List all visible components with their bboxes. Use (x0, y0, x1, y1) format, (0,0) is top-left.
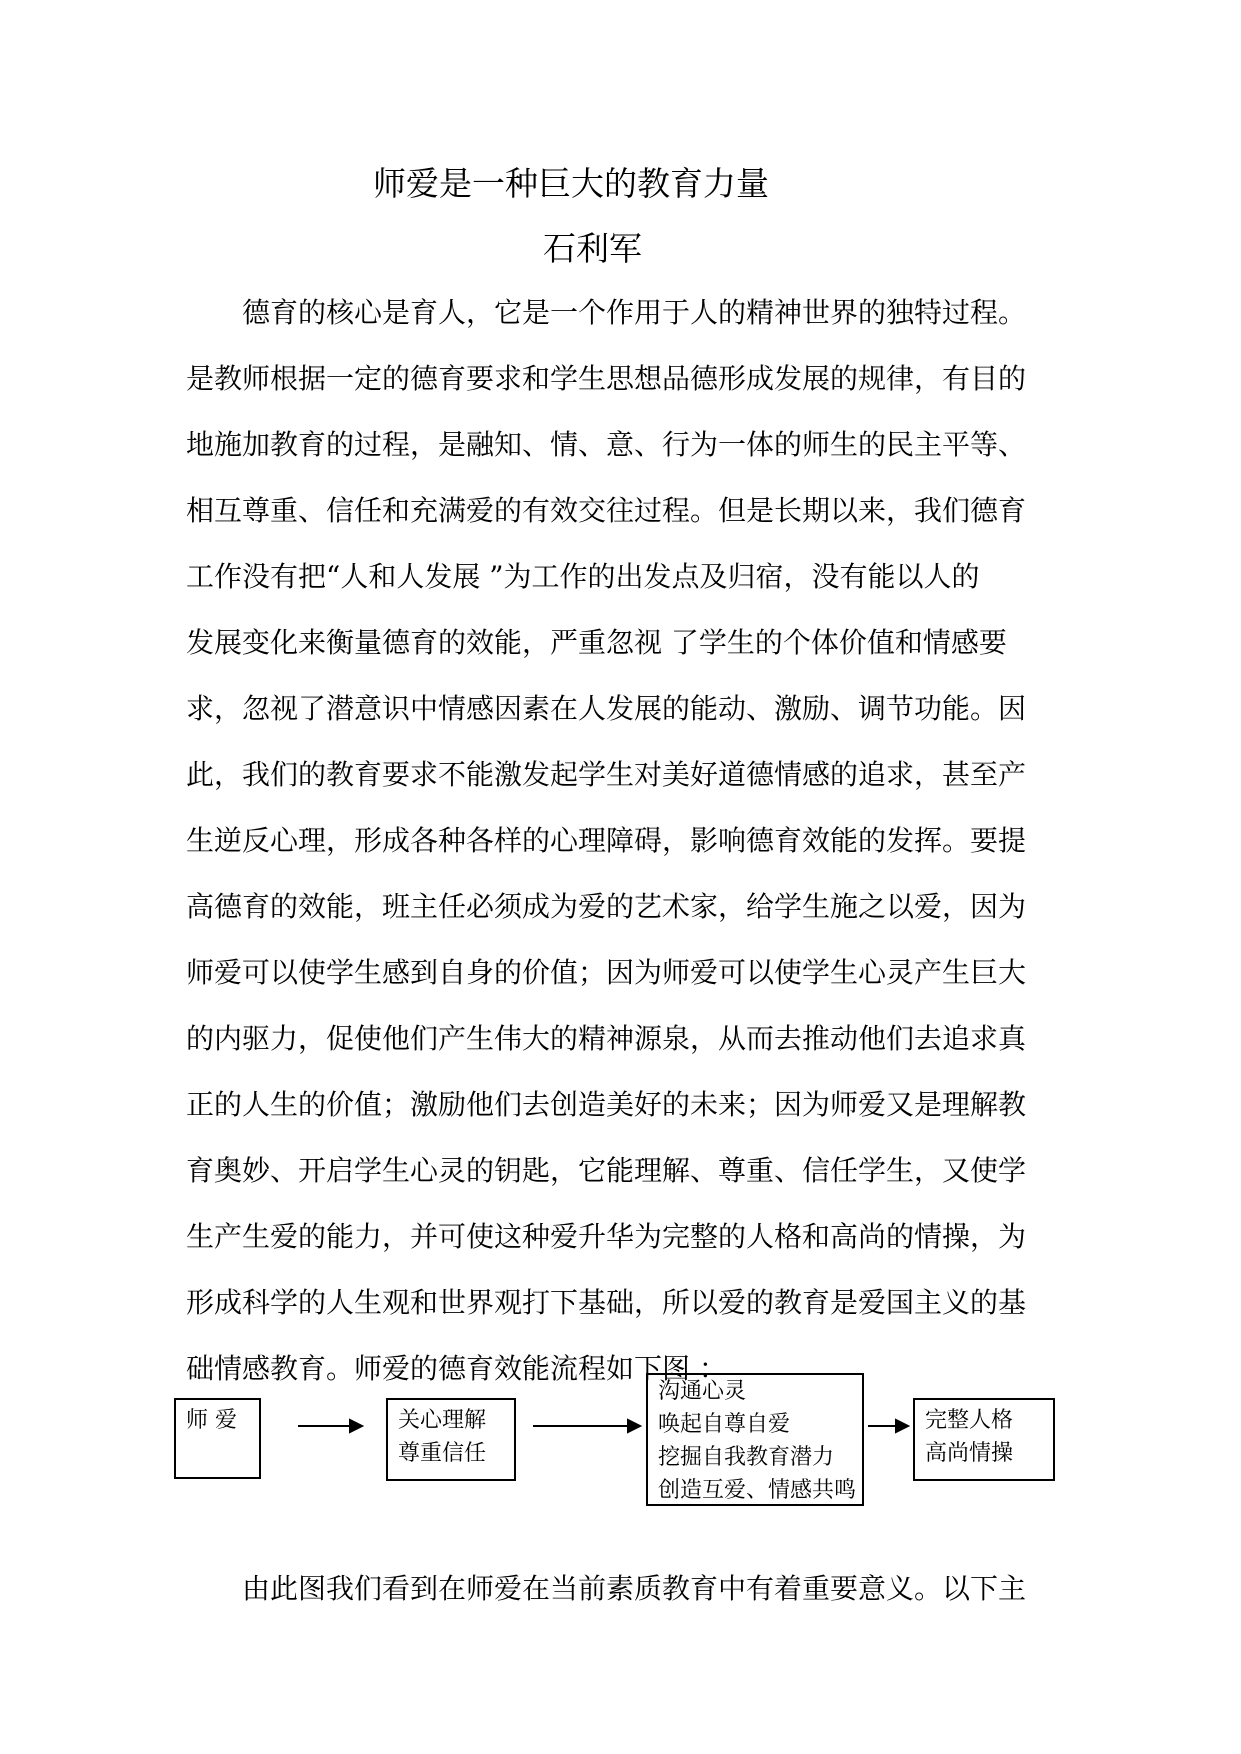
flow-box-text: 师 爱 (186, 1408, 237, 1433)
arrow-head (350, 1420, 362, 1432)
flow-box-text: 高尚情操 (925, 1441, 1014, 1466)
paragraph-line: 此，我们的教育要求不能激发起学生对美好道德情感的追求，甚至产 (186, 758, 1027, 791)
flow-box-teacher-love (174, 1398, 261, 1479)
flow-box-text: 完整人格 (925, 1408, 1014, 1433)
arrow-head (628, 1420, 640, 1432)
flow-box-care-respect (386, 1398, 516, 1481)
arrow-head (896, 1420, 908, 1432)
paragraph-line: 育奥妙、开启学生心灵的钥匙，它能理解、尊重、信任学生，又使学 (186, 1154, 1027, 1187)
document-title: 师爱是一种巨大的教育力量 (373, 164, 769, 203)
flow-box-text: 创造互爱、情感共鸣 (658, 1478, 857, 1503)
paragraph-line: 地施加教育的过程，是融知、情、意、行为一体的师生的民主平等、 (186, 428, 1027, 461)
body-paragraph-2 (186, 1556, 1054, 1622)
paragraph-line: 求，忽视了潜意识中情感因素在人发展的能动、激励、调节功能。因 (186, 692, 1027, 725)
paragraph-line: 高德育的效能，班主任必须成为爱的艺术家，给学生施之以爱，因为 (186, 890, 1027, 923)
paragraph-line: 由此图我们看到在师爱在当前素质教育中有着重要意义。以下主 (186, 1572, 1027, 1605)
paragraph-line: 生逆反心理，形成各种各样的心理障碍，影响德育效能的发挥。要提 (186, 824, 1027, 857)
flow-box-text: 唤起自尊自爱 (658, 1412, 791, 1437)
paragraph-line: 师爱可以使学生感到自身的价值；因为师爱可以使学生心灵产生巨大 (186, 956, 1027, 989)
paragraph-line: 生产生爱的能力，并可使这种爱升华为完整的人格和高尚的情操，为 (186, 1220, 1027, 1253)
paragraph-line: 德育的核心是育人，它是一个作用于人的精神世界的独特过程。 (186, 296, 1027, 329)
flow-box-text: 沟通心灵 (658, 1379, 747, 1404)
paragraph-line: 是教师根据一定的德育要求和学生思想品德形成发展的规律，有目的 (186, 362, 1027, 395)
flow-box-personality (913, 1398, 1055, 1481)
paragraph-line: 发展变化来衡量德育的效能，严重忽视 了学生的个体价值和情感要 (186, 626, 1007, 659)
paragraph-line: 形成科学的人生观和世界观打下基础，所以爱的教育是爱国主义的基 (186, 1286, 1027, 1319)
paragraph-line: 础情感教育。师爱的德育效能流程如下图 ： (186, 1352, 727, 1385)
author-name: 石利军 (543, 229, 642, 268)
paragraph-line: 相互尊重、信任和充满爱的有效交往过程。但是长期以来，我们德育 (186, 494, 1027, 527)
flow-box-text: 尊重信任 (398, 1441, 487, 1466)
paragraph-line: 的内驱力，促使他们产生伟大的精神源泉，从而去推动他们去追求真 (186, 1022, 1027, 1055)
flow-box-text: 关心理解 (398, 1408, 487, 1433)
paragraph-line: 工作没有把“人和人发展 ”为工作的出发点及归宿，没有能以人的 (186, 560, 980, 593)
body-paragraph-1 (186, 280, 1054, 1402)
flow-box-text: 挖掘自我教育潜力 (658, 1445, 835, 1470)
paragraph-line: 正的人生的价值；激励他们去创造美好的未来；因为师爱又是理解教 (186, 1088, 1027, 1121)
